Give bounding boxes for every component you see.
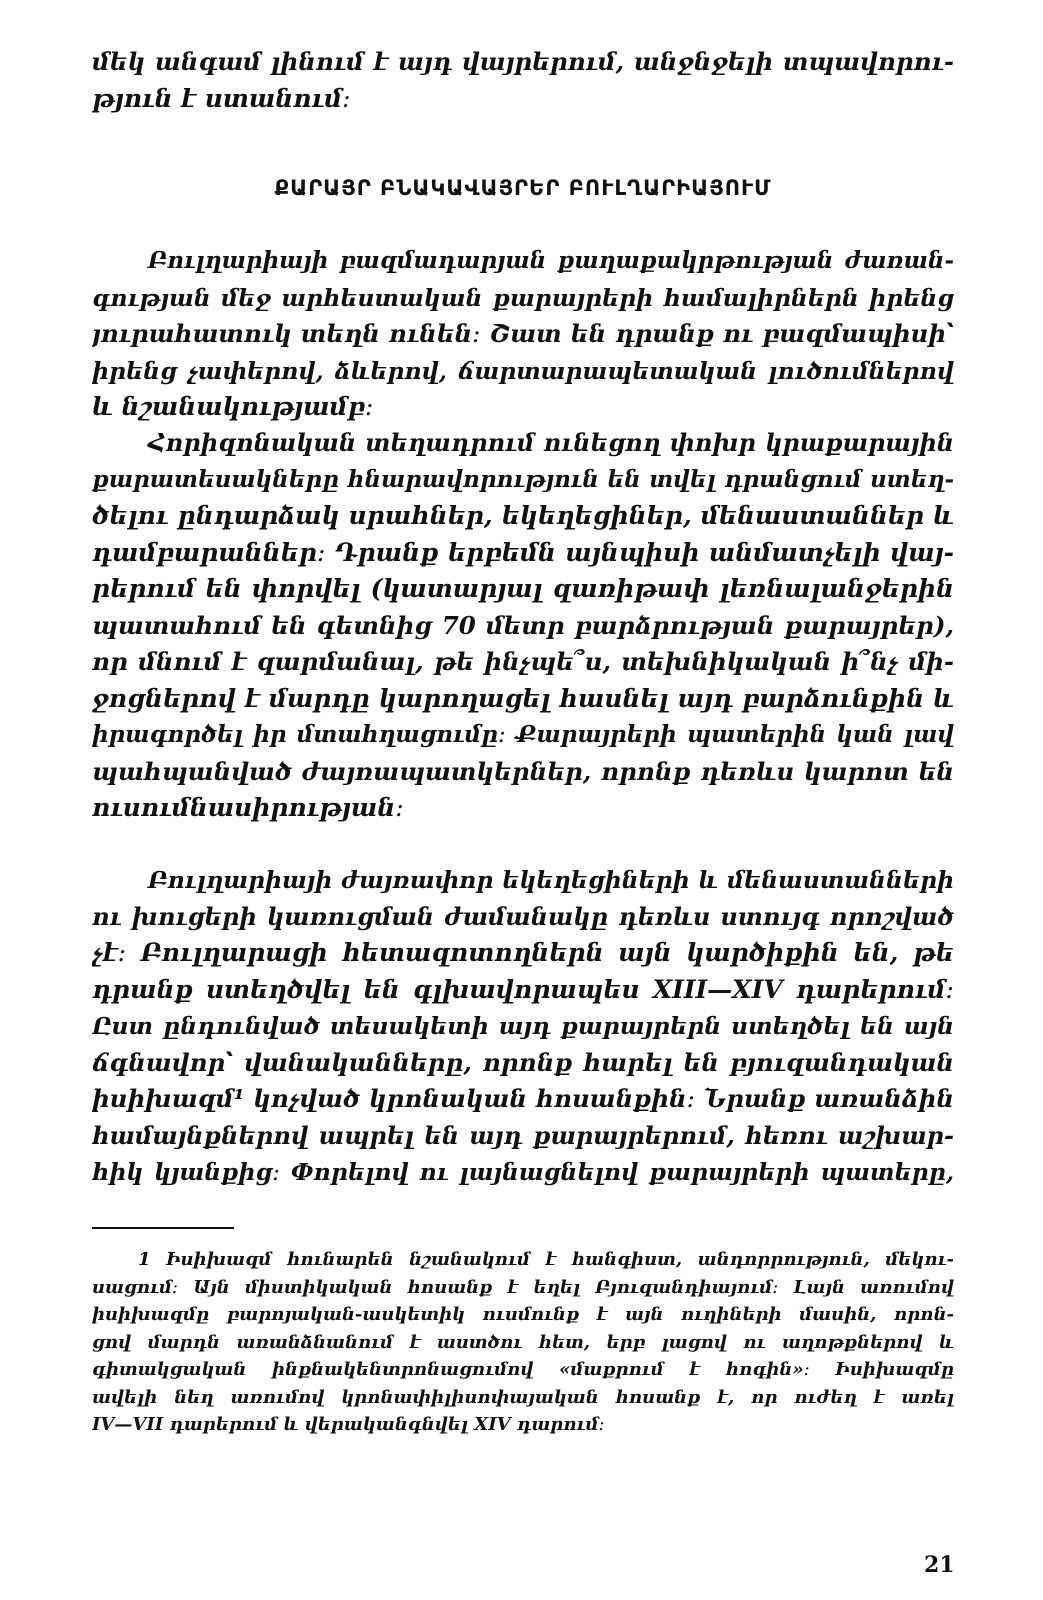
footnote-line: սացում։ Այն միստիկական հոսանք է եղել Բյուզանդիայում։ Լայն առումով xyxy=(92,1276,954,1298)
footnote-line: ավելի նեղ առումով կրոնափիլիսոփայական հոսանք է, որ ուժեղ է առել xyxy=(92,1386,954,1408)
footnote-line: ցով մարդն առանձնանում է աստծու հետ, երբ լացով ու աղոթքներով և xyxy=(92,1331,954,1353)
text-line: որ մնում է զարմանալ, թե ինչպե՞ս, տեխնիկական ի՞նչ մի- xyxy=(92,647,954,676)
text-line: ուսումնասիրության։ xyxy=(92,793,404,822)
footnote-line: 1 Իսիխազմ հունարեն նշանակում է հանգիստ, անդորրություն, մեկու- xyxy=(138,1249,954,1270)
text-line: ջոցներով է մարդը կարողացել հասնել այդ բարձունքին և xyxy=(92,683,954,713)
text-line: ու խուցերի կառուցման ժամանակը դեռևս ստույգ որոշված xyxy=(92,901,954,931)
footnote-divider xyxy=(92,1227,234,1229)
text-line: իրենց չափերով, ձևերով, ճարտարապետական լուծումներով xyxy=(92,356,954,385)
footnote-line: IV—VII դարերում և վերականգնվել XIV դարում։ xyxy=(92,1414,605,1435)
text-line: դրանք ստեղծվել են գլխավորապես XIII—XIV դարերում։ xyxy=(92,974,954,1004)
intro-text xyxy=(92,44,954,117)
text-line: պատահում են գետնից 70 մետր բարձրության քարայրեր), xyxy=(92,610,954,640)
text-line: յուրահատուկ տեղն ունեն։ Շատ են դրանք ու բազմապիսի՝ xyxy=(92,319,954,348)
text-line: Ըստ ընդունված տեսակետի այդ քարայրերն ստեղծել են այն xyxy=(92,1012,954,1040)
text-line: չէ։ Բուլղարացի հետազոտողներն այն կարծիքին են, թե xyxy=(92,938,954,967)
text-line: Հորիզոնական տեղադրում ունեցող փոխր կրաքարային xyxy=(148,428,954,457)
text-line: հիկ կյանքից։ Փորելով ու լայնացնելով քարայրերի պատերը, xyxy=(92,1158,954,1186)
text-line: քարատեսակները հնարավորություն են տվել դրանցում ստեղ- xyxy=(92,465,954,493)
text-line: րերում են փորվել (կատարյալ զառիթափ լեռնալանջերին xyxy=(92,574,954,603)
text-line: և նշանակությամբ։ xyxy=(92,392,374,421)
footnote xyxy=(92,1246,954,1439)
text-line: իսիխազմ¹ կոչված կրոնական հոսանքին։ Նրանք առանձին xyxy=(92,1084,954,1113)
text-line: Բուլղարիայի ժայռափոր եկեղեցիների և մենաստանների xyxy=(148,866,954,894)
text-line: իրագործել իր մտահղացումը։ Քարայրերի պատերին կան լավ xyxy=(92,721,954,748)
paragraph-2 xyxy=(92,425,954,827)
section-heading: ՔԱՐԱՅՐ ԲՆԱԿԱՎԱՅՐԵՐ ԲՈՒԼՂԱՐԻԱՅՈՒՄ xyxy=(274,176,772,200)
text-line: թյուն է ստանում։ xyxy=(92,83,351,113)
text-line: դամբարաններ։ Դրանք երբեմն այնպիսի անմատչելի վայ- xyxy=(92,537,954,567)
paragraph-3 xyxy=(92,862,954,1191)
text-line: ճգնավոր՝ վանականները, որոնք հարել են բյուզանդական xyxy=(92,1047,954,1077)
text-line: համայնքներով ապրել են այդ քարայրերում, հեռու աշխար- xyxy=(92,1120,954,1150)
text-line: ծելու ընդարձակ սրահներ, եկեղեցիներ, մենաստաններ և xyxy=(92,501,954,530)
paragraph-1 xyxy=(92,243,954,426)
text-line: պահպանված ժայռապատկերներ, որոնք դեռևս կարոտ են xyxy=(92,756,954,786)
text-line: Բուլղարիայի բազմադարյան քաղաքակրթության ժառան- xyxy=(148,247,954,274)
page-number: 21 xyxy=(924,1552,955,1578)
text-line: մեկ անգամ լինում է այդ վայրերում, անջնջելի տպավորու- xyxy=(92,47,954,76)
text-line: գության մեջ արհեստական քարայրերի համալիրներն իրենց xyxy=(92,283,954,312)
footnote-line: գիտակցական ինքնակենտրոնացումով «մաքրում է հոգին»։ Իսիխազմը xyxy=(92,1359,954,1380)
footnote-line: իսիխազմը բարոյական-ասկետիկ ուսմունք է այն ուղիների մասին, որոն- xyxy=(92,1304,954,1325)
